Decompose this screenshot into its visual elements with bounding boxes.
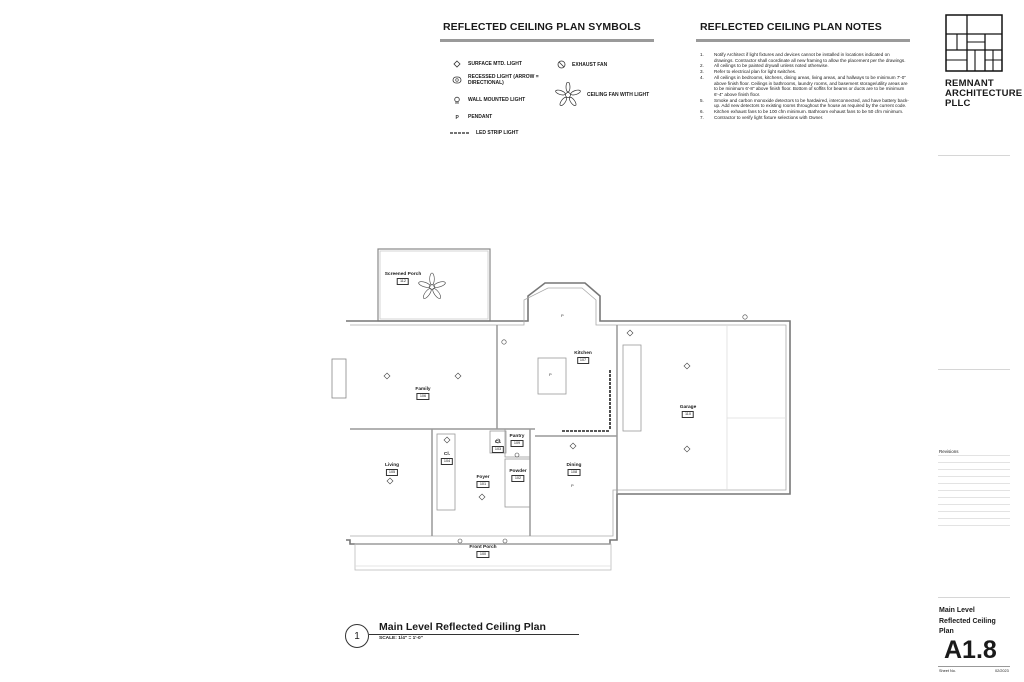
- sheet-no-label: Sheet No.: [939, 669, 956, 673]
- sheet-title: Main Level Reflected Ceiling Plan: [939, 607, 996, 635]
- notes-title: REFLECTED CEILING PLAN NOTES: [700, 21, 882, 33]
- note-item: 7. Contractor to verify light fixture selections with Owner.: [700, 114, 824, 120]
- note-item: 5. Smoke and carbon monoxide detectors to be hardwired, interconnected, and have battery back-up. Add new detectors to existing rooms throughout the house as required by the current code.: [700, 97, 909, 109]
- room-label: Pantry 109: [509, 434, 525, 445]
- note-item: 4. All ceilings in bedrooms, kitchens, dining areas, living areas, and hallways to be minimum 7'-0" above finish floor. Ceilings in bathrooms, laundry rooms, and basement storage/utility areas are to be minimum 6'-8" above finish floor. Bottom of soffits for beams or ducts are to be minimum 6'-4" above finish floor.: [700, 74, 908, 97]
- ceiling-fan-icon: [418, 273, 446, 300]
- room-label: Garage 110: [679, 405, 697, 416]
- symbols-title: REFLECTED CEILING PLAN SYMBOLS: [443, 21, 641, 33]
- room-label: Cl. 103: [492, 440, 504, 453]
- legend-label: WALL MOUNTED LIGHT: [468, 97, 526, 103]
- room-label: Cl. 104: [441, 452, 453, 465]
- svg-text:P: P: [549, 372, 552, 377]
- surface-light-icon: [384, 330, 690, 500]
- room-label: Dining 108: [566, 463, 582, 474]
- svg-text:P: P: [571, 483, 574, 488]
- legend-label: EXHAUST FAN: [572, 61, 608, 68]
- company-name: REMNANT ARCHITECTURE PLLC: [945, 78, 1023, 109]
- note-item: 1. Notify Architect if light fixtures and devices cannot be installed in locations indicated on drawings. Contractor shall coordinate all new framing to allow the placement per the drawings.: [700, 52, 906, 63]
- room-label: Living 105: [384, 463, 400, 474]
- room-label: Foyer 101: [476, 475, 490, 486]
- sheet-number: A1.8: [944, 636, 997, 664]
- room-label: Front Porch 100: [469, 545, 497, 556]
- note-item: 6. Kitchen exhaust fans to be 100 cfm minimum. Bathroom exhaust fans to be 50 cfm minimum.: [700, 109, 904, 115]
- room-label: Family 106: [415, 387, 431, 398]
- note-item: 3. Refer to electrical plan for light switches.: [700, 69, 797, 75]
- room-label: Screened Porch 112: [384, 272, 422, 283]
- note-item: 2. All ceilings to be painted drywall unless noted otherwise.: [700, 63, 829, 69]
- caption-underline: [369, 634, 579, 635]
- drawing-number: 1: [345, 624, 369, 648]
- legend-label: PENDANT: [468, 114, 493, 120]
- legend-label: RECESSED LIGHT (ARROW = DIRECTIONAL): [468, 74, 539, 86]
- drawing-title: Main Level Reflected Ceiling Plan: [379, 621, 546, 633]
- svg-text:P: P: [561, 313, 564, 318]
- svg-text:P: P: [455, 115, 459, 121]
- legend-label: LED STRIP LIGHT: [476, 130, 519, 136]
- legend-label: CEILING FAN WITH LIGHT: [587, 92, 650, 98]
- drawing-scale: SCALE: 1/4" = 1'-0": [379, 636, 423, 641]
- sheet-date: 02/2023: [995, 669, 1009, 673]
- room-label: Powder 102: [509, 469, 527, 480]
- legend-label: SURFACE MTD. LIGHT: [468, 61, 522, 67]
- led-strip-run: [562, 370, 610, 431]
- room-label: Kitchen 107: [574, 351, 592, 362]
- pendant-icon: [549, 313, 574, 488]
- revisions-label: Revisions: [939, 449, 959, 454]
